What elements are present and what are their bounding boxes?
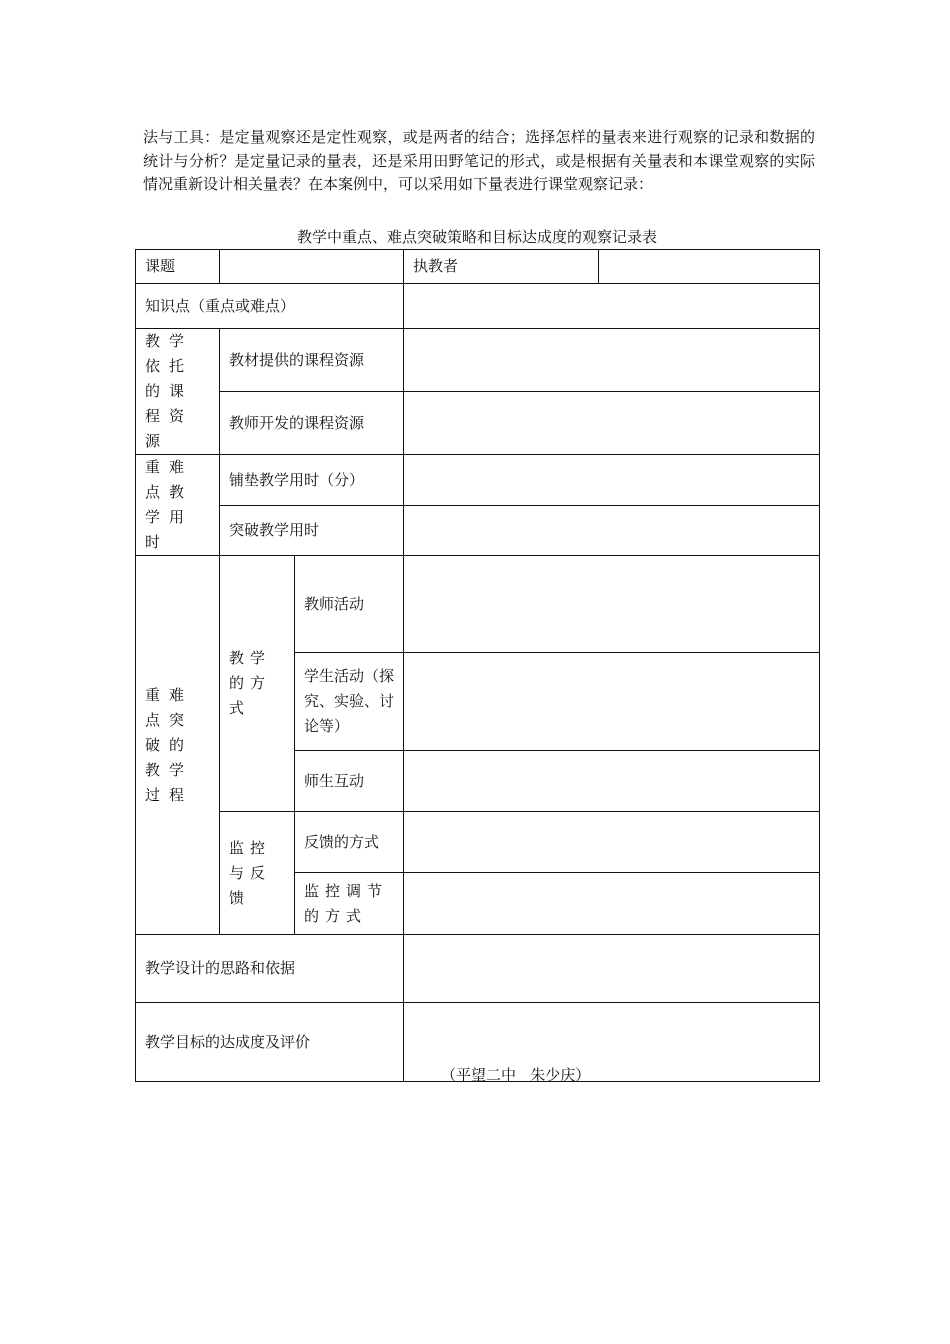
time-prep-value xyxy=(404,455,820,506)
table-row xyxy=(136,455,820,506)
table-title: 教学中重点、难点突破策略和目标达成度的观察记录表 xyxy=(296,228,657,246)
interaction-value xyxy=(404,751,820,812)
table-row xyxy=(136,250,820,284)
resource-textbook-label: 教材提供的课程资源 xyxy=(220,329,404,392)
resources-group-label: 教学依托的课程资源 xyxy=(136,329,220,455)
monitor-group-label: 监控与反馈 xyxy=(220,812,295,935)
teacher-label: 执教者 xyxy=(404,250,599,284)
teacher-activity-value xyxy=(404,556,820,653)
time-group-label: 重难点教学用时 xyxy=(136,455,220,556)
knowledge-point-value xyxy=(404,284,820,329)
design-rationale-label: 教学设计的思路和依据 xyxy=(136,935,404,1003)
intro-paragraph: 法与工具：是定量观察还是定性观察，或是两者的结合；选择怎样的量表来进行观察的记录和数据的统计与分析？是定量记录的量表，还是采用田野笔记的形式，或是根据有关量表和本课堂观察的实际情况重新设计相关量表？在本案例中，可以采用如下量表进行课堂观察记录： xyxy=(143,128,815,193)
table-row xyxy=(136,329,820,392)
table-row xyxy=(136,284,820,329)
topic-label: 课题 xyxy=(136,250,220,284)
knowledge-point-label: 知识点（重点或难点） xyxy=(136,284,404,329)
table-row xyxy=(136,812,820,873)
teacher-value xyxy=(599,250,820,284)
resource-teacher-label: 教师开发的课程资源 xyxy=(220,392,404,455)
process-group-label: 重难点突破的教学过程 xyxy=(136,556,220,935)
table-row xyxy=(136,392,820,455)
time-breakthrough-label: 突破教学用时 xyxy=(220,506,404,556)
goal-evaluation-label: 教学目标的达成度及评价 xyxy=(136,1003,404,1082)
time-breakthrough-value xyxy=(404,506,820,556)
topic-value xyxy=(220,250,404,284)
feedback-method-label: 反馈的方式 xyxy=(295,812,404,873)
feedback-method-value xyxy=(404,812,820,873)
student-activity-label: 学生活动（探究、实验、讨论等） xyxy=(295,653,404,751)
student-activity-value xyxy=(404,653,820,751)
teacher-activity-label: 教师活动 xyxy=(295,556,404,653)
resource-textbook-value xyxy=(404,329,820,392)
author-note: （平望二中 朱少庆） xyxy=(441,1066,591,1084)
method-group-label: 教学的方式 xyxy=(220,556,295,812)
time-prep-label: 铺垫教学用时（分） xyxy=(220,455,404,506)
adjust-method-label: 监控调节的方式 xyxy=(295,873,404,935)
design-rationale-value xyxy=(404,935,820,1003)
resource-teacher-value xyxy=(404,392,820,455)
table-row xyxy=(136,556,820,653)
observation-record-table xyxy=(135,249,820,1082)
interaction-label: 师生互动 xyxy=(295,751,404,812)
table-row xyxy=(136,935,820,1003)
table-row xyxy=(136,506,820,556)
adjust-method-value xyxy=(404,873,820,935)
